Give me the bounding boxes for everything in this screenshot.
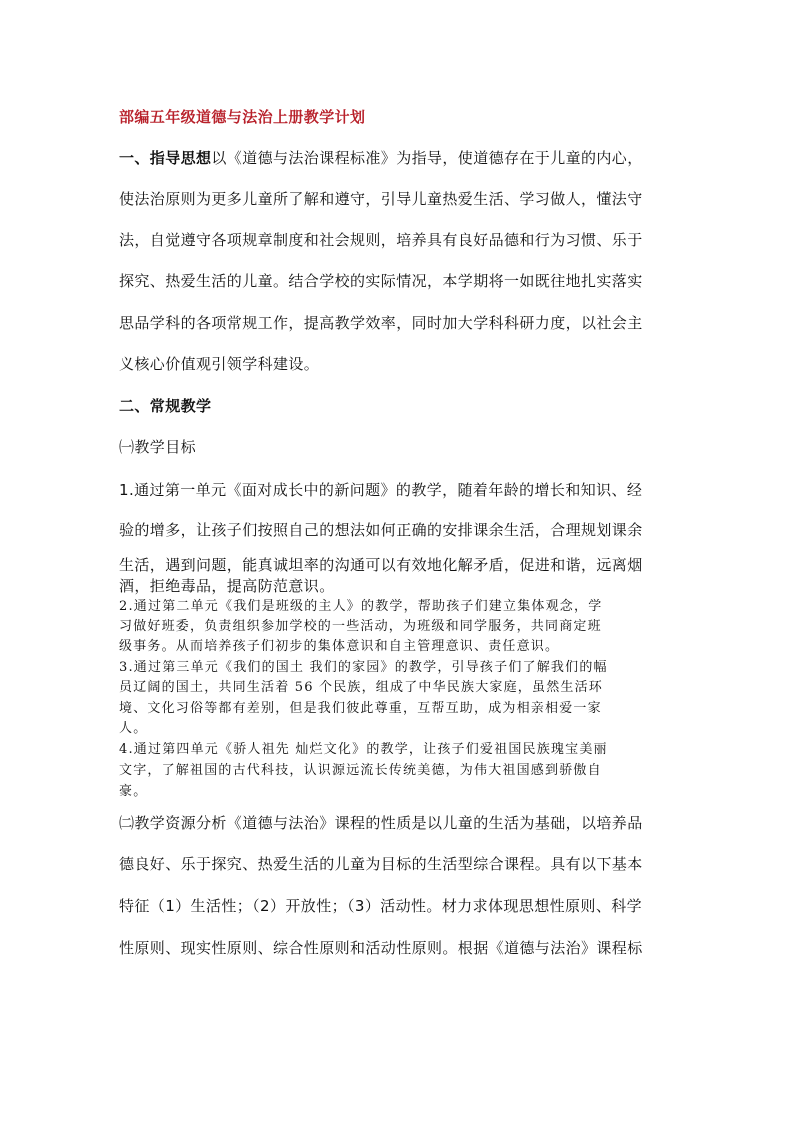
- goal1-line-4: 酒，拒绝毒品，提高防范意识。: [119, 577, 335, 595]
- section1-line-5: 思品学科的各项常规工作，提高教学效率，同时加大学科科研力度，以社会主: [119, 314, 643, 332]
- goal2-line-3: 级事务。从而培养孩子们初步的集体意识和自主管理意识、责任意识。: [119, 639, 560, 654]
- goal4-line-1: 4.通过第四单元《骄人祖先 灿烂文化》的教学，让孩子们爱祖国民族瑰宝美丽: [119, 742, 608, 757]
- section1-line-1: [119, 148, 643, 168]
- goal2-line-1: 2.通过第二单元《我们是班级的主人》的教学，帮助孩子们建立集体观念，学: [119, 599, 603, 614]
- section1-line-1-text: 以《道德与法治课程标准》为指导，使道德存在于儿童的内心，: [211, 149, 643, 167]
- subsection1-heading: ㈠教学目标: [119, 438, 197, 456]
- subsection2-line-4: 性原则、现实性原则、综合性原则和活动性原则。根据《道德与法治》课程标: [119, 939, 643, 957]
- section1-line-4: 探究、热爱生活的儿童。结合学校的实际情况，本学期将一如既往地扎实落实: [119, 272, 643, 290]
- goal4-line-3: 豪。: [119, 784, 148, 799]
- section1-heading: 一、指导思想: [119, 149, 212, 167]
- subsection2-line-2: 德良好、乐于探究、热爱生活的儿童为目标的生活型综合课程。具有以下基本: [119, 855, 643, 873]
- goal3-line-4: 人。: [119, 721, 148, 736]
- goal1-line-2: 验的增多，让孩子们按照自己的想法如何正确的安排课余生活，合理规划课余: [119, 521, 643, 539]
- goal3-line-1: 3.通过第三单元《我们的国土 我们的家园》的教学，引导孩子们了解我们的幅: [119, 660, 608, 675]
- section1-line-6: 义核心价值观引领学科建设。: [119, 355, 320, 373]
- goal4-line-2: 文字，了解祖国的古代科技，认识源远流长传统美德，为伟大祖国感到骄傲自: [119, 763, 602, 778]
- goal1-line-3: 生活，遇到问题，能真诚坦率的沟通可以有效地化解矛盾，促进和谐，远离烟: [119, 556, 643, 574]
- goal3-line-3: 境、文化习俗等都有差别，但是我们彼此尊重，互帮互助，成为相亲相爱一家: [119, 701, 602, 716]
- section2-heading: 二、常规教学: [119, 397, 212, 415]
- goal1-line-1: 1.通过第一单元《面对成长中的新问题》的教学，随着年龄的增长和知识、经: [119, 481, 643, 499]
- document-title: 部编五年级道德与法治上册教学计划: [119, 108, 366, 126]
- goal2-line-2: 习做好班委，负责组织参加学校的一些活动，为班级和同学服务，共同商定班: [119, 619, 602, 634]
- goal3-line-2: 员辽阔的国土，共同生活着 56 个民族，组成了中华民族大家庭，虽然生活环: [119, 680, 604, 695]
- section1-line-3: 法，自觉遵守各项规章制度和社会规则，培养具有良好品德和行为习惯、乐于: [119, 231, 643, 249]
- subsection2-line-3: 特征（1）生活性；（2）开放性；（3）活动性。材力求体现思想性原则、科学: [119, 897, 643, 915]
- subsection2-line-1: ㈡教学资源分析《道德与法治》课程的性质是以儿童的生活为基础，以培养品: [119, 814, 643, 832]
- section1-line-2: 使法治原则为更多儿童所了解和遵守，引导儿童热爱生活、学习做人，懂法守: [119, 190, 643, 208]
